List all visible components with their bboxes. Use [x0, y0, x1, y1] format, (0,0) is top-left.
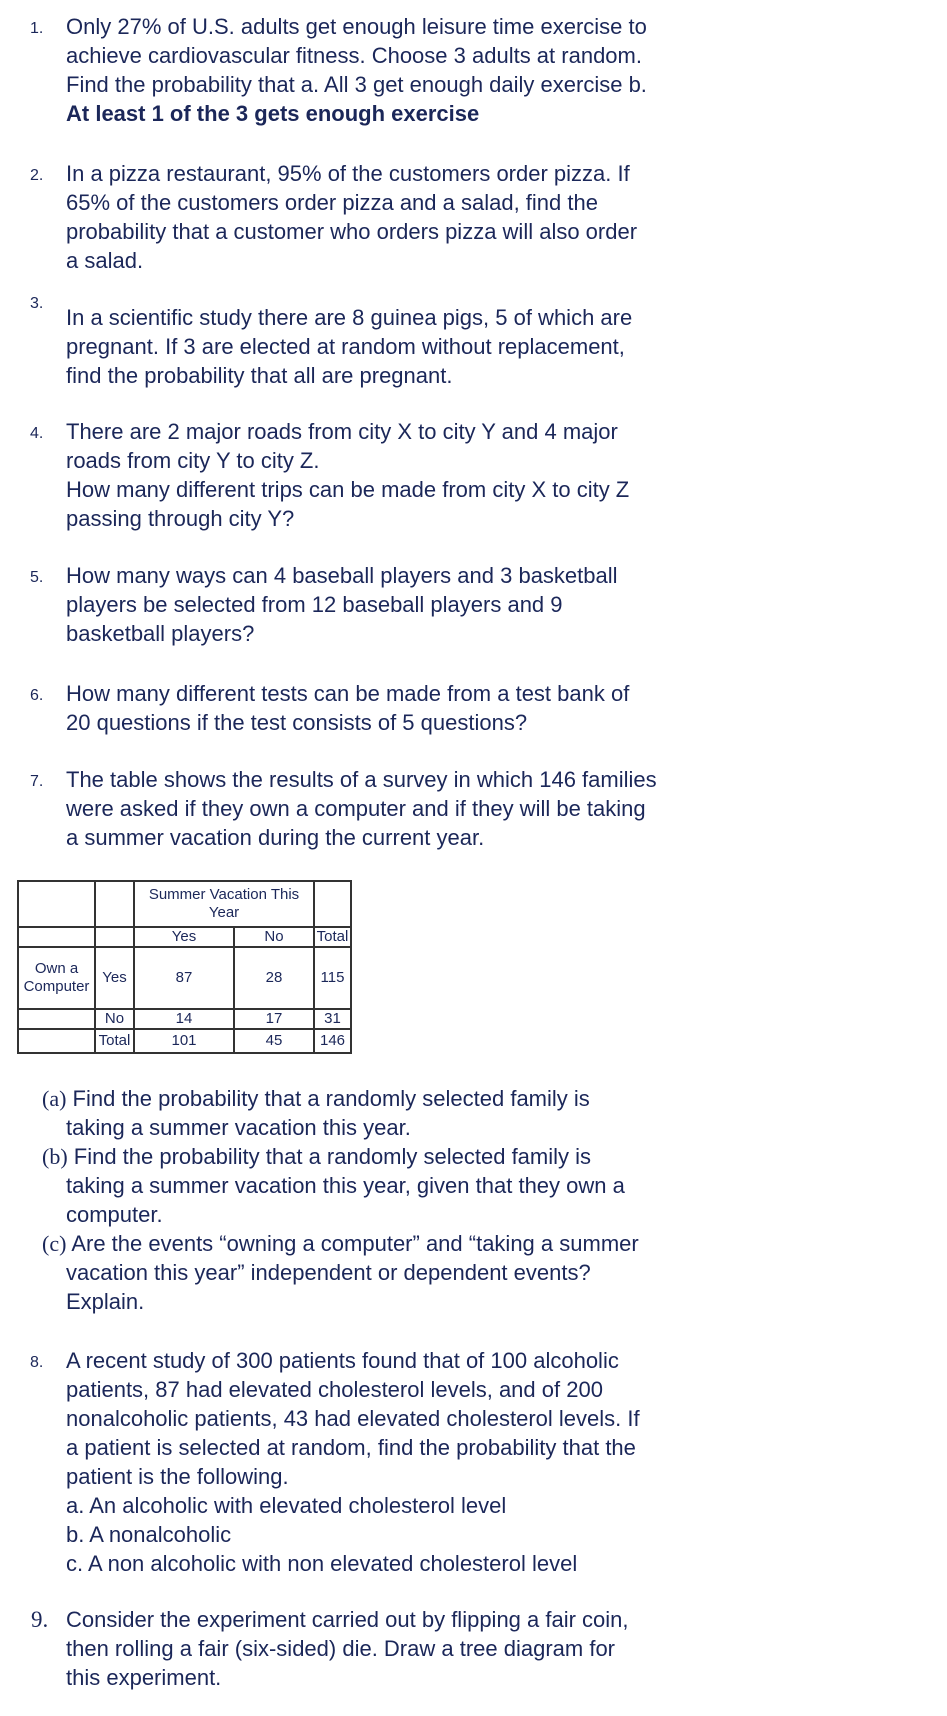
question-number: 3. — [30, 295, 44, 312]
empty-cell — [18, 1009, 95, 1029]
question-line: Find the probability that a. All 3 get enough daily exercise b. — [66, 72, 647, 97]
part-text: Find the probability that a randomly selected family is — [66, 1086, 590, 1111]
question-number: 9. — [31, 1607, 49, 1632]
question-bold-line: At least 1 of the 3 gets enough exercise — [66, 101, 480, 126]
question-line: Only 27% of U.S. adults get enough leisure time exercise to — [66, 14, 647, 39]
empty-cell — [95, 881, 134, 927]
cell: 17 — [234, 1009, 314, 1029]
question-line: a patient is selected at random, find the probability that the — [66, 1435, 636, 1460]
question-number: 6. — [30, 687, 44, 704]
question-line — [42, 1229, 639, 1258]
table-header: Summer Vacation This Year — [134, 881, 314, 927]
question-line: How many different trips can be made from city X to city Z — [66, 477, 630, 502]
question-line: a summer vacation during the current year. — [66, 825, 485, 850]
question-number: 7. — [30, 773, 44, 790]
cell: 45 — [234, 1029, 314, 1053]
question-line: nonalcoholic patients, 43 had elevated cholesterol levels. If — [66, 1406, 640, 1431]
question-line: probability that a customer who orders pizza will also order — [66, 219, 638, 244]
question-line — [42, 1084, 590, 1113]
question-line: this experiment. — [66, 1665, 222, 1690]
question-line: 20 questions if the test consists of 5 questions? — [66, 710, 528, 735]
survey-table — [17, 880, 352, 1054]
question-line: achieve cardiovascular fitness. Choose 3 adults at random. — [66, 43, 642, 68]
question-line: then rolling a fair (six-sided) die. Draw a tree diagram for — [66, 1636, 616, 1661]
question-line: pregnant. If 3 are elected at random without replacement, — [66, 334, 625, 359]
question-line: roads from city Y to city Z. — [66, 448, 320, 473]
question-line: patient is the following. — [66, 1464, 289, 1489]
part-text: Are the events “owning a computer” and “taking a summer — [66, 1231, 639, 1256]
row-label: No — [95, 1009, 134, 1029]
empty-cell — [314, 881, 351, 927]
question-line: a. An alcoholic with elevated cholesterol level — [66, 1493, 507, 1518]
cell: 14 — [134, 1009, 234, 1029]
question-line: taking a summer vacation this year, given that they own a — [66, 1173, 625, 1198]
cell: 115 — [314, 947, 351, 1009]
row-label: Yes — [95, 947, 134, 1009]
question-line: b. A nonalcoholic — [66, 1522, 232, 1547]
empty-cell — [18, 1029, 95, 1053]
question-line: taking a summer vacation this year. — [66, 1115, 411, 1140]
col-yes: Yes — [134, 927, 234, 947]
row-label: Total — [95, 1029, 134, 1053]
question-line — [42, 1142, 591, 1171]
row-group-label: Own a Computer — [18, 947, 95, 1009]
col-total: Total — [314, 927, 351, 947]
question-line: a salad. — [66, 248, 144, 273]
part-label: (c) — [42, 1231, 67, 1256]
question-number: 4. — [30, 425, 44, 442]
question-line: vacation this year” independent or dependent events? — [66, 1260, 591, 1285]
question-line: In a pizza restaurant, 95% of the customers order pizza. If — [66, 161, 630, 186]
question-line: basketball players? — [66, 621, 255, 646]
question-line: find the probability that all are pregnant. — [66, 363, 453, 388]
cell: 31 — [314, 1009, 351, 1029]
question-line: passing through city Y? — [66, 506, 295, 531]
question-line: Consider the experiment carried out by flipping a fair coin, — [66, 1607, 629, 1632]
question-line: There are 2 major roads from city X to city Y and 4 major — [66, 419, 618, 444]
cell: 28 — [234, 947, 314, 1009]
part-label: (b) — [42, 1144, 68, 1169]
part-label: (a) — [42, 1086, 67, 1111]
question-line: How many ways can 4 baseball players and 3 basketball — [66, 563, 618, 588]
question-line: How many different tests can be made from a test bank of — [66, 681, 630, 706]
empty-cell — [95, 927, 134, 947]
question-line: In a scientific study there are 8 guinea pigs, 5 of which are — [66, 305, 633, 330]
part-text: Find the probability that a randomly selected family is — [67, 1144, 592, 1169]
question-line: computer. — [66, 1202, 163, 1227]
question-line: The table shows the results of a survey in which 146 families — [66, 767, 657, 792]
cell: 87 — [134, 947, 234, 1009]
col-no: No — [234, 927, 314, 947]
question-line: were asked if they own a computer and if they will be taking — [66, 796, 646, 821]
empty-cell — [18, 927, 95, 947]
question-number: 2. — [30, 167, 44, 184]
question-line: 65% of the customers order pizza and a salad, find the — [66, 190, 598, 215]
question-number: 1. — [30, 20, 44, 37]
question-line: Explain. — [66, 1289, 145, 1314]
question-line: patients, 87 had elevated cholesterol levels, and of 200 — [66, 1377, 603, 1402]
cell: 101 — [134, 1029, 234, 1053]
question-line: c. A non alcoholic with non elevated cholesterol level — [66, 1551, 578, 1576]
question-line: players be selected from 12 baseball players and 9 — [66, 592, 563, 617]
question-number: 8. — [30, 1354, 44, 1371]
question-line: A recent study of 300 patients found that of 100 alcoholic — [66, 1348, 619, 1373]
question-number: 5. — [30, 569, 44, 586]
cell: 146 — [314, 1029, 351, 1053]
empty-cell — [18, 881, 95, 927]
